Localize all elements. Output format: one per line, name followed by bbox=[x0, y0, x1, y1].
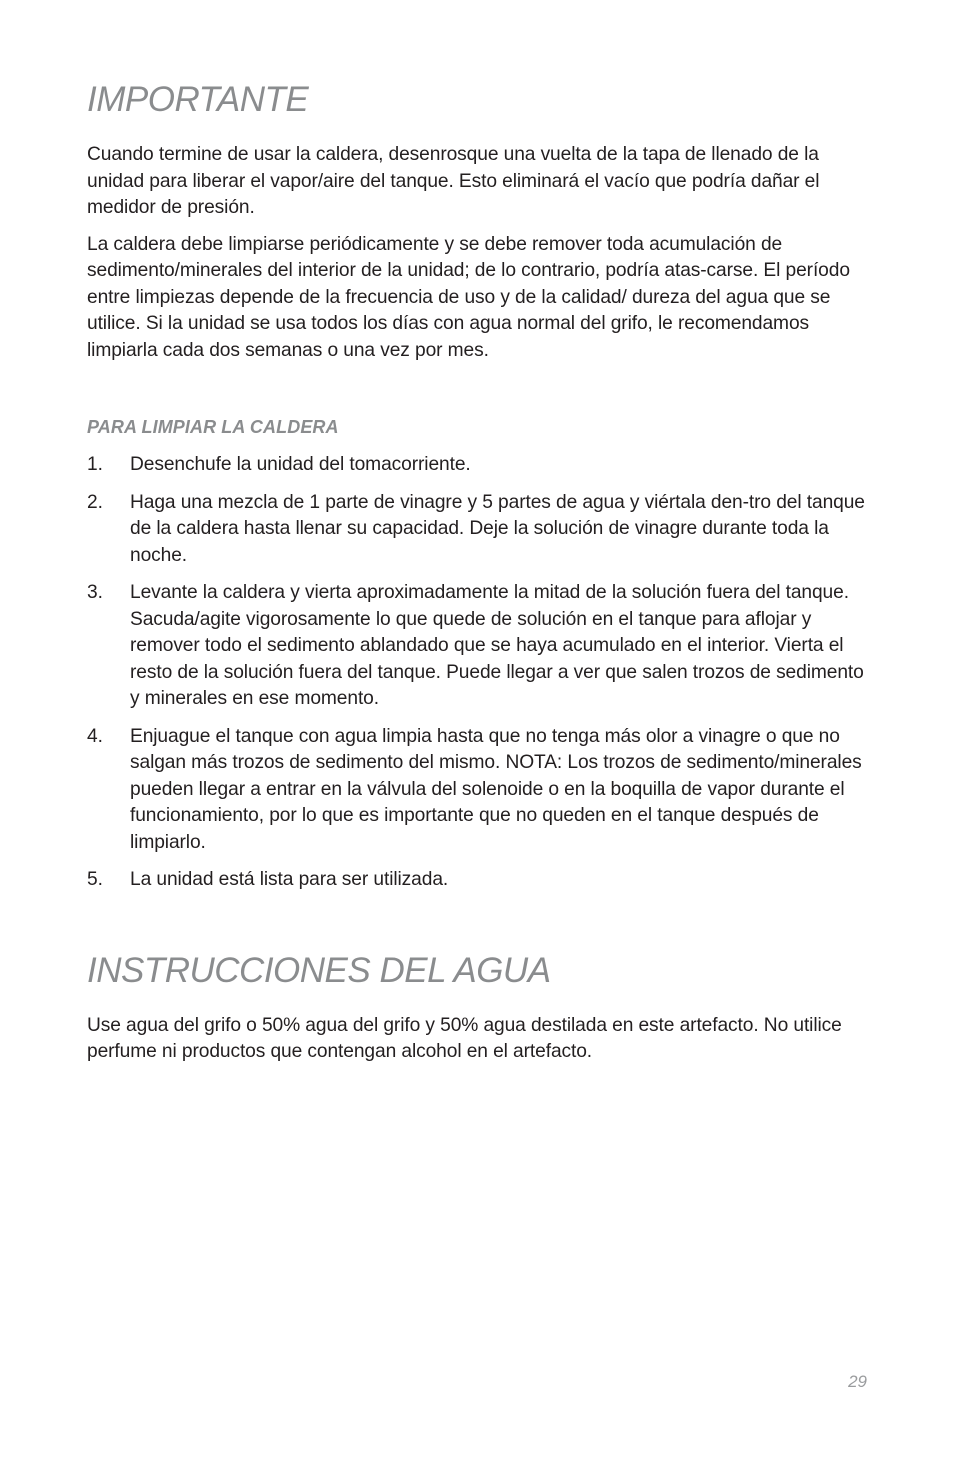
step-text: Haga una mezcla de 1 parte de vinagre y 5 partes de agua y viértala den-tro del tanque de la caldera hasta llenar su capacidad. Deje la solución de vinagre durante toda la noche. bbox=[130, 491, 865, 566]
cleaning-step-2 bbox=[87, 490, 872, 570]
importante-heading: IMPORTANTE bbox=[87, 80, 309, 119]
step-number: 5. bbox=[87, 869, 103, 890]
cleaning-step-3 bbox=[87, 580, 872, 713]
step-text: Desenchufe la unidad del tomacorriente. bbox=[130, 454, 471, 475]
importante-paragraph-1: Cuando termine de usar la caldera, desenrosque una vuelta de la tapa de llenado de la unidad para liberar el vapor/aire del tanque. Esto eliminará el vacío que podría dañar el medidor de presión. bbox=[87, 144, 820, 218]
step-number: 3. bbox=[87, 582, 103, 603]
page-number: 29 bbox=[848, 1372, 867, 1391]
cleaning-step-4 bbox=[87, 724, 872, 857]
agua-heading: INSTRUCCIONES DEL AGUA bbox=[87, 950, 551, 990]
step-number: 1. bbox=[87, 454, 103, 475]
step-number: 2. bbox=[87, 491, 103, 513]
agua-paragraph: Use agua del grifo o 50% agua del grifo y 50% agua destilada en este artefacto. No utilice perfume ni productos que contengan alcohol en el artefacto. bbox=[87, 1014, 842, 1062]
step-number: 4. bbox=[87, 725, 103, 747]
step-text: Levante la caldera y vierta aproximadamente la mitad de la solución fuera del tanque. Sacuda/agite vigorosamente lo que quede de solución en el tanque para aflojar y remover todo el sedimento ablandado que se haya acumulado en el interior. Vierta el resto de la solución fuera del tanque. Puede llegar a ver que salen trozos de sedimento y minerales en ese momento. bbox=[130, 582, 864, 709]
cleaning-subheading: PARA LIMPIAR LA CALDERA bbox=[87, 417, 339, 437]
page-content bbox=[87, 78, 872, 1066]
cleaning-step-5 bbox=[87, 867, 872, 894]
step-text: Enjuague el tanque con agua limpia hasta que no tenga más olor a vinagre o que no salgan más trozos de sedimento del mismo. NOTA: Los trozos de sedimento/minerales pueden llegar a entrar en la válvula del solenoide o en la boquilla de vapor durante el funcionamiento, por lo que es importante que no queden en el tanque después de limpiarlo. bbox=[130, 725, 862, 853]
importante-paragraph-2: La caldera debe limpiarse periódicamente y se debe remover toda acumulación de sedimento/minerales del interior de la unidad; de lo contrario, podría atas-carse. El período entre limpiezas depende de la frecuencia de uso y de la calidad/ dureza del agua que se utilice. Si la unidad se usa todos los días con agua normal del grifo, le recomendamos limpiarla cada dos semanas o una vez por mes. bbox=[87, 233, 850, 361]
cleaning-steps-list bbox=[87, 452, 872, 894]
cleaning-step-1 bbox=[87, 452, 872, 479]
step-text: La unidad está lista para ser utilizada. bbox=[130, 869, 449, 890]
